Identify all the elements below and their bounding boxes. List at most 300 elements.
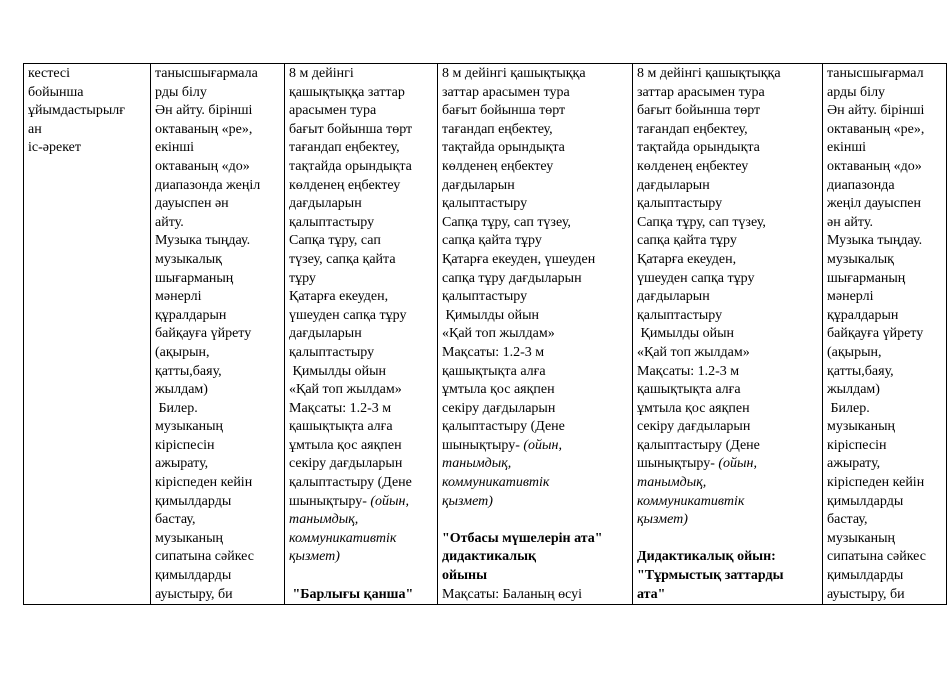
table-cell-music-1	[151, 64, 285, 605]
cell-text-run: музыканың	[155, 530, 223, 546]
cell-text-run: қимылдарды	[827, 568, 904, 584]
cell-text-run: Қатарға екеуден, үшеуден	[442, 251, 596, 267]
cell-text-line	[827, 232, 943, 251]
cell-text-line	[827, 65, 943, 84]
cell-text-line	[827, 381, 943, 400]
cell-text-line	[289, 288, 434, 307]
cell-text-line	[827, 139, 943, 158]
cell-text-run: қалыптастыру	[442, 196, 528, 212]
cell-text-run: танысшығармала	[155, 66, 258, 81]
cell-text-line	[442, 232, 629, 251]
cell-text-line	[289, 586, 434, 605]
cell-text-line	[289, 251, 434, 270]
cell-text-run: заттар арасымен тура	[442, 84, 570, 100]
cell-text-run: екінші	[155, 140, 195, 156]
cell-text-line	[155, 567, 281, 586]
cell-text-line	[637, 400, 819, 419]
cell-text-run: музыканың	[827, 530, 895, 546]
cell-text-run: бағыт бойынша төрт	[637, 103, 761, 119]
cell-text-run: музыкалық	[155, 251, 222, 267]
cell-text-line	[442, 530, 629, 549]
cell-text-run: Сапқа тұру, сап түзеу,	[637, 214, 766, 230]
cell-text-line	[442, 288, 629, 307]
cell-text-line	[442, 474, 629, 493]
cell-text-line	[155, 418, 281, 437]
cell-text-line	[637, 84, 819, 103]
cell-text-line	[442, 418, 629, 437]
cell-text-line	[637, 214, 819, 233]
cell-text-line	[637, 158, 819, 177]
cell-text-line	[827, 455, 943, 474]
cell-text-run: қалыптастыру	[289, 214, 375, 230]
cell-text-run: көлденең еңбектеу	[637, 158, 749, 174]
cell-text-line	[827, 270, 943, 289]
cell-text-line	[827, 307, 943, 326]
cell-text-line	[442, 381, 629, 400]
cell-text-run: қалыптастыру (Дене	[289, 475, 412, 491]
cell-text-run: ұмтыла қос аяқпен	[289, 437, 402, 453]
cell-text-line	[289, 548, 434, 567]
cell-text-run: Билер.	[827, 400, 870, 416]
cell-text-line	[827, 418, 943, 437]
cell-text-italic-run: (ойын,	[523, 437, 562, 453]
cell-text-run: диапазонда жеңіл	[155, 177, 261, 193]
cell-text-line	[442, 455, 629, 474]
cell-text-run: октаваның «до»	[827, 158, 922, 174]
cell-text-run: қашықтыққа заттар	[289, 84, 405, 100]
cell-text-line	[289, 455, 434, 474]
cell-text-line	[442, 363, 629, 382]
cell-text-run: арасымен тура	[289, 103, 377, 119]
cell-text-line	[289, 511, 434, 530]
cell-text-line	[637, 530, 819, 549]
cell-text-line	[827, 102, 943, 121]
cell-text-line	[155, 363, 281, 382]
cell-text-run: тұру	[289, 270, 316, 286]
cell-text-line	[827, 530, 943, 549]
cell-text-run: танымдық,	[637, 475, 707, 491]
cell-text-line	[155, 455, 281, 474]
cell-text-run: ажырату,	[827, 456, 881, 472]
cell-text-line	[289, 325, 434, 344]
cell-text-line	[637, 586, 819, 605]
cell-text-run: секіру дағдыларын	[442, 400, 556, 416]
cell-text-line	[637, 567, 819, 586]
cell-text-run: октаваның «ре»,	[827, 121, 925, 137]
cell-text-line	[442, 511, 629, 530]
cell-text-line	[827, 493, 943, 512]
cell-text-line	[28, 121, 147, 140]
cell-text-run: шынықтыру-	[637, 456, 719, 472]
cell-text-line	[442, 102, 629, 121]
cell-text-italic-run: (ойын,	[718, 456, 757, 472]
cell-text-line	[637, 344, 819, 363]
cell-text-line	[289, 381, 434, 400]
cell-text-line	[155, 232, 281, 251]
cell-text-line	[155, 65, 281, 84]
cell-text-run: қалыптастыру	[442, 289, 528, 305]
cell-text-run: дағдыларын	[289, 326, 362, 342]
cell-text-run: шығарманың	[827, 270, 906, 286]
cell-text-line	[637, 270, 819, 289]
cell-text-line	[637, 288, 819, 307]
cell-text-line	[442, 139, 629, 158]
cell-text-line	[637, 121, 819, 140]
cell-text-line	[637, 455, 819, 474]
cell-text-run: қызмет)	[442, 493, 493, 509]
cell-text-run: (ақырын,	[155, 344, 210, 360]
cell-text-run: кіріспесін	[827, 437, 887, 453]
cell-text-run: Музыка тыңдау.	[155, 233, 251, 249]
cell-text-line	[442, 437, 629, 456]
cell-text-line	[827, 195, 943, 214]
cell-text-run: секіру дағдыларын	[289, 456, 403, 472]
cell-text-line	[155, 195, 281, 214]
cell-text-line	[637, 232, 819, 251]
cell-text-run: қашықтықта алға	[637, 382, 741, 398]
cell-text-line	[28, 84, 147, 103]
cell-text-run: тақтайда орындықта	[637, 140, 760, 156]
cell-text-line	[155, 548, 281, 567]
cell-text-line	[827, 344, 943, 363]
cell-text-run: сапқа тұру дағдыларын	[442, 270, 582, 286]
cell-text-line	[289, 270, 434, 289]
cell-text-line	[827, 511, 943, 530]
cell-text-run: қимылдарды	[827, 493, 904, 509]
cell-text-run: дағдыларын	[637, 177, 710, 193]
cell-text-run: қимылдарды	[155, 493, 232, 509]
cell-text-line	[827, 158, 943, 177]
cell-text-line	[827, 363, 943, 382]
cell-text-run: байқауға үйрету	[827, 326, 924, 342]
cell-text-run: Мақсаты: Баланың өсуі	[442, 586, 582, 602]
cell-text-run: секіру дағдыларын	[637, 419, 751, 435]
cell-text-line	[155, 214, 281, 233]
cell-text-line	[637, 139, 819, 158]
cell-text-run: көлденең еңбектеу	[289, 177, 401, 193]
cell-text-run: қашықтықта алға	[289, 419, 393, 435]
cell-text-run: дауыспен ән	[155, 196, 229, 212]
cell-text-line	[155, 381, 281, 400]
cell-text-line	[637, 363, 819, 382]
cell-text-run: Дидактикалық ойын:	[637, 549, 776, 565]
cell-text-run: мәнерлі	[827, 289, 874, 305]
cell-text-line	[155, 270, 281, 289]
cell-text-run: тақтайда орындықта	[442, 140, 565, 156]
cell-text-run: тағандап еңбектеу,	[289, 140, 400, 156]
cell-text-run: тағандап еңбектеу,	[637, 121, 748, 137]
cell-text-line	[155, 325, 281, 344]
cell-text-line	[155, 586, 281, 605]
cell-text-line	[155, 102, 281, 121]
cell-text-line	[827, 121, 943, 140]
cell-text-line	[827, 474, 943, 493]
cell-text-line	[289, 177, 434, 196]
table-row	[24, 64, 947, 605]
cell-text-line	[289, 344, 434, 363]
cell-text-run: ауыстыру, би	[827, 586, 905, 602]
cell-text-run: түзеу, сапқа қайта	[289, 251, 396, 267]
cell-text-run: диапазонда	[827, 177, 895, 193]
cell-text-run: жылдам)	[827, 382, 880, 398]
cell-text-run: ауыстыру, би	[155, 586, 233, 602]
cell-text-run: арды білу	[827, 84, 886, 100]
cell-text-line	[289, 158, 434, 177]
cell-text-run: "Отбасы мүшелерін ата"	[442, 530, 603, 546]
cell-text-run: танымдық,	[442, 456, 512, 472]
cell-text-line	[442, 121, 629, 140]
cell-text-line	[827, 325, 943, 344]
cell-text-run: бағыт бойынша төрт	[442, 103, 566, 119]
cell-text-run: тақтайда орындықта	[289, 158, 412, 174]
table-cell-activity-type	[24, 64, 151, 605]
cell-text-line	[637, 437, 819, 456]
cell-text-run: Қимылды ойын	[637, 326, 735, 342]
cell-text-line	[155, 177, 281, 196]
cell-text-run: Қимылды ойын	[442, 307, 540, 323]
cell-text-run: бойынша	[28, 84, 84, 100]
table-cell-physical-3	[633, 64, 823, 605]
cell-text-run: қалыптастыру	[289, 344, 375, 360]
cell-text-run: 8 м дейінгі қашықтыққа	[637, 66, 781, 81]
cell-text-run: ажырату,	[155, 456, 209, 472]
cell-text-run: Қатарға екеуден,	[637, 251, 737, 267]
cell-text-run: октаваның «до»	[155, 158, 250, 174]
cell-text-line	[637, 177, 819, 196]
cell-text-run: Қимылды ойын	[289, 363, 387, 379]
cell-text-run: сапқа қайта тұру	[442, 233, 542, 249]
cell-text-run: «Қай топ жылдам»	[442, 326, 555, 342]
cell-text-line	[155, 251, 281, 270]
cell-text-line	[827, 548, 943, 567]
cell-text-line	[442, 158, 629, 177]
cell-text-run: сапқа қайта тұру	[637, 233, 737, 249]
cell-text-line	[289, 214, 434, 233]
table-cell-physical-2	[438, 64, 633, 605]
cell-text-run: Билер.	[155, 400, 198, 416]
cell-text-line	[637, 548, 819, 567]
cell-text-run: шығарманың	[155, 270, 234, 286]
cell-text-run: коммуникативтік	[289, 530, 397, 546]
cell-text-run: музыкалық	[827, 251, 894, 267]
cell-text-line	[155, 344, 281, 363]
cell-text-run: ата"	[637, 586, 666, 602]
cell-text-run: ойыны	[442, 568, 487, 584]
cell-text-line	[442, 270, 629, 289]
cell-text-italic-run: (ойын,	[370, 493, 409, 509]
cell-text-run: ұйымдастырылғ	[28, 103, 125, 119]
table-cell-physical-1	[285, 64, 438, 605]
cell-text-run: сипатына сәйкес	[155, 549, 254, 565]
cell-text-run: октаваның «ре»,	[155, 121, 253, 137]
cell-text-line	[28, 65, 147, 84]
cell-text-line	[289, 567, 434, 586]
cell-text-line	[155, 530, 281, 549]
cell-text-line	[155, 121, 281, 140]
table-cell-music-2	[823, 64, 947, 605]
cell-text-run: қимылдарды	[155, 568, 232, 584]
cell-text-run: заттар арасымен тура	[637, 84, 765, 100]
cell-text-run: мәнерлі	[155, 289, 202, 305]
cell-text-line	[827, 214, 943, 233]
cell-text-run: Ән айту. бірінші	[155, 103, 253, 119]
cell-text-run: Қатарға екеуден,	[289, 289, 389, 305]
cell-text-line	[289, 65, 434, 84]
schedule-table	[23, 63, 947, 605]
cell-text-run: жылдам)	[155, 382, 208, 398]
cell-text-line	[442, 214, 629, 233]
cell-text-line	[827, 84, 943, 103]
cell-text-run: ұмтыла қос аяқпен	[442, 382, 555, 398]
cell-text-line	[155, 493, 281, 512]
cell-text-run: "Барлығы қанша"	[289, 586, 414, 602]
cell-text-run: «Қай топ жылдам»	[289, 382, 402, 398]
cell-text-line	[289, 307, 434, 326]
cell-text-line	[442, 65, 629, 84]
cell-text-run: құралдарын	[155, 307, 227, 323]
cell-text-run: Сапқа тұру, сап түзеу,	[442, 214, 571, 230]
cell-text-line	[155, 474, 281, 493]
cell-text-line	[637, 251, 819, 270]
cell-text-line	[827, 251, 943, 270]
cell-text-run: айту.	[155, 214, 184, 230]
cell-text-line	[637, 474, 819, 493]
cell-text-run: дағдыларын	[637, 289, 710, 305]
cell-text-line	[289, 363, 434, 382]
cell-text-run: Мақсаты: 1.2-3 м	[289, 400, 392, 416]
cell-text-line	[289, 530, 434, 549]
cell-text-line	[637, 307, 819, 326]
cell-text-line	[442, 344, 629, 363]
cell-text-line	[637, 511, 819, 530]
cell-text-run: қатты,баяу,	[155, 363, 222, 379]
cell-text-line	[155, 307, 281, 326]
cell-text-run: Сапқа тұру, сап	[289, 233, 381, 249]
cell-text-run: үшеуден сапқа тұру	[637, 270, 755, 286]
cell-text-line	[442, 251, 629, 270]
cell-text-run: танымдық,	[289, 512, 359, 528]
cell-text-run: қалыптастыру	[637, 196, 723, 212]
cell-text-run: көлденең еңбектеу	[442, 158, 554, 174]
cell-text-line	[827, 288, 943, 307]
cell-text-run: Ән айту. бірінші	[827, 103, 925, 119]
cell-text-run: коммуникативтік	[442, 475, 550, 491]
cell-text-line	[442, 493, 629, 512]
cell-text-run: музыканың	[827, 419, 895, 435]
cell-text-line	[155, 511, 281, 530]
cell-text-line	[637, 102, 819, 121]
cell-text-line	[442, 307, 629, 326]
cell-text-run: "Тұрмыстық заттарды	[637, 568, 784, 584]
cell-text-run: ұмтыла қос аяқпен	[637, 400, 750, 416]
cell-text-line	[442, 195, 629, 214]
cell-text-run: қалыптастыру (Дене	[637, 437, 760, 453]
cell-text-run: 8 м дейінгі	[289, 66, 354, 81]
cell-text-line	[827, 400, 943, 419]
cell-text-run: қашықтықта алға	[442, 363, 546, 379]
cell-text-run: бастау,	[155, 512, 196, 528]
cell-text-line	[442, 400, 629, 419]
cell-text-run: ан	[28, 121, 42, 137]
cell-text-run: қалыптастыру (Дене	[442, 419, 565, 435]
cell-text-run: Мақсаты: 1.2-3 м	[637, 363, 740, 379]
cell-text-line	[442, 586, 629, 605]
cell-text-run: қатты,баяу,	[827, 363, 894, 379]
cell-text-line	[442, 84, 629, 103]
cell-text-line	[155, 139, 281, 158]
cell-text-line	[28, 139, 147, 158]
cell-text-run: тағандап еңбектеу,	[442, 121, 553, 137]
cell-text-run: шынықтыру-	[442, 437, 524, 453]
cell-text-line	[442, 325, 629, 344]
cell-text-line	[289, 437, 434, 456]
cell-text-run: екінші	[827, 140, 867, 156]
cell-text-run: кіріспеден кейін	[155, 475, 253, 491]
cell-text-run: шынықтыру-	[289, 493, 371, 509]
cell-text-run: қызмет)	[289, 549, 340, 565]
cell-text-run: қалыптастыру	[637, 307, 723, 323]
cell-text-run: сипатына сәйкес	[827, 549, 926, 565]
cell-text-run: рды білу	[155, 84, 207, 100]
cell-text-run: бастау,	[827, 512, 868, 528]
cell-text-line	[155, 288, 281, 307]
cell-text-line	[827, 567, 943, 586]
cell-text-run: Музыка тыңдау.	[827, 233, 923, 249]
cell-text-line	[637, 418, 819, 437]
cell-text-line	[289, 474, 434, 493]
cell-text-run: кестесі	[28, 66, 71, 81]
cell-text-line	[28, 102, 147, 121]
cell-text-line	[289, 84, 434, 103]
cell-text-run: музыканың	[155, 419, 223, 435]
cell-text-run: құралдарын	[827, 307, 899, 323]
cell-text-run: Мақсаты: 1.2-3 м	[442, 344, 545, 360]
cell-text-run: ән айту.	[827, 214, 873, 230]
cell-text-run: дағдыларын	[442, 177, 515, 193]
cell-text-line	[442, 177, 629, 196]
cell-text-line	[289, 232, 434, 251]
cell-text-line	[442, 567, 629, 586]
cell-text-run: іс-әрекет	[28, 140, 81, 156]
cell-text-line	[637, 195, 819, 214]
cell-text-line	[155, 400, 281, 419]
cell-text-run: кіріспеден кейін	[827, 475, 925, 491]
cell-text-line	[289, 418, 434, 437]
cell-text-run: үшеуден сапқа тұру	[289, 307, 407, 323]
cell-text-run: бағыт бойынша төрт	[289, 121, 413, 137]
cell-text-line	[637, 325, 819, 344]
cell-text-line	[289, 139, 434, 158]
cell-text-line	[827, 437, 943, 456]
cell-text-line	[827, 177, 943, 196]
cell-text-run: «Қай топ жылдам»	[637, 344, 750, 360]
cell-text-line	[637, 65, 819, 84]
cell-text-run: танысшығармал	[827, 66, 924, 81]
cell-text-line	[155, 84, 281, 103]
cell-text-line	[289, 195, 434, 214]
cell-text-run: (ақырын,	[827, 344, 882, 360]
cell-text-line	[289, 493, 434, 512]
cell-text-line	[289, 121, 434, 140]
cell-text-line	[442, 548, 629, 567]
cell-text-line	[289, 400, 434, 419]
cell-text-run: коммуникативтік	[637, 493, 745, 509]
cell-text-run: 8 м дейінгі қашықтыққа	[442, 66, 586, 81]
cell-text-line	[637, 381, 819, 400]
cell-text-run: жеңіл дауыспен	[827, 196, 922, 212]
cell-text-line	[155, 437, 281, 456]
cell-text-line	[155, 158, 281, 177]
